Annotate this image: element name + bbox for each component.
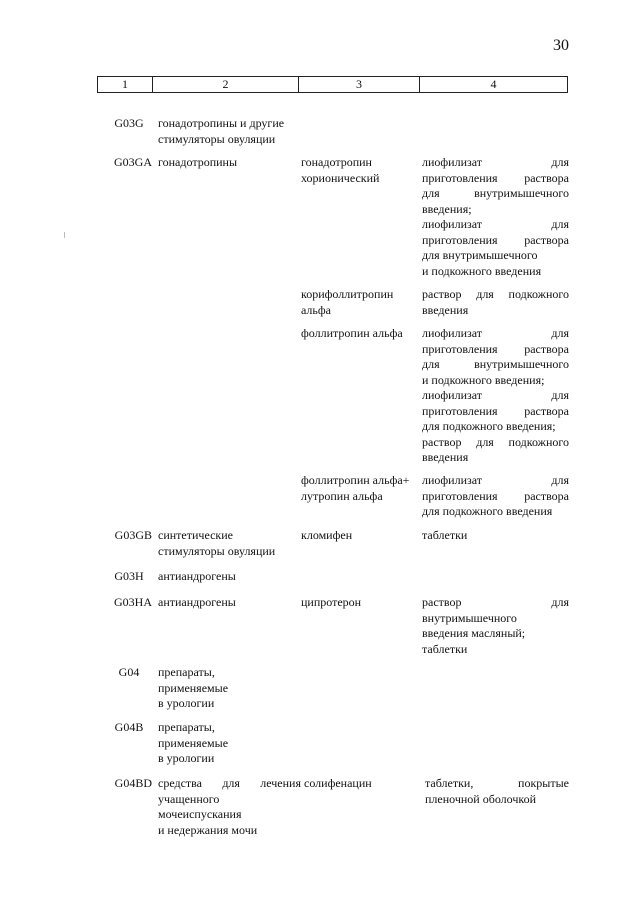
text-line: приготовления раствора xyxy=(422,232,569,247)
atc-code: G04BD xyxy=(114,776,152,790)
text-line: внутримышечного xyxy=(422,610,517,625)
text-line: приготовления раствора xyxy=(422,341,569,356)
text-line: пленочной оболочкой xyxy=(425,791,537,806)
atc-group-name xyxy=(158,528,298,559)
text-line: введения; xyxy=(422,201,472,216)
text-line: введения масляный; xyxy=(422,626,526,640)
text-line: раствор для подкожного xyxy=(422,434,569,449)
atc-group-name: гонадотропины xyxy=(158,155,238,169)
dosage-form xyxy=(422,326,569,466)
text-line: раствор для xyxy=(422,595,569,609)
text-line: лиофилизат для xyxy=(422,388,569,402)
column-header-4: 4 xyxy=(420,77,568,93)
atc-group-name xyxy=(158,665,298,712)
text-line: для внутримышечного xyxy=(422,186,569,200)
text-line: препараты, xyxy=(158,720,215,734)
text-line: лиофилизат для xyxy=(422,217,569,231)
text-line: стимуляторы овуляции xyxy=(158,543,276,558)
text-line: в урологии xyxy=(158,751,215,765)
margin-mark xyxy=(64,232,65,238)
text-line: лиофилизат для xyxy=(422,326,569,340)
column-header-3: 3 xyxy=(299,77,420,93)
column-header-row xyxy=(98,77,568,93)
text-line: введения xyxy=(422,450,469,464)
text-line: для внутримышечного xyxy=(422,248,538,262)
text-line: и подкожного введения; xyxy=(422,372,545,387)
atc-code: G03GA xyxy=(114,155,152,169)
text-line: для внутримышечного xyxy=(422,357,569,371)
text-line: и недержания мочи xyxy=(158,822,258,837)
text-line: учащенного xyxy=(158,791,220,806)
atc-group-name xyxy=(158,116,298,147)
text-line: средства для лечения xyxy=(158,776,301,790)
text-line: лиофилизат для xyxy=(422,473,569,487)
atc-code: G04B xyxy=(114,720,144,734)
dosage-form xyxy=(422,595,569,657)
page-number: 30 xyxy=(553,37,569,54)
text-line: таблетки xyxy=(422,641,468,656)
atc-code: G04 xyxy=(118,665,140,679)
atc-code: G03GB xyxy=(114,528,152,542)
dosage-form xyxy=(422,155,569,279)
atc-code: G03G xyxy=(114,116,144,130)
drug-name: фоллитропин альфа xyxy=(301,326,403,340)
text-line: хорионический xyxy=(301,170,380,185)
text-line: синтетические xyxy=(158,528,233,542)
text-line: мочеиспускания xyxy=(158,807,242,821)
drug-name: ципротерон xyxy=(301,595,362,609)
text-line: стимуляторы овуляции xyxy=(158,131,276,146)
column-header-table xyxy=(97,76,568,93)
drug-name: кломифен xyxy=(301,528,353,542)
drug-name: солифенацин xyxy=(304,776,372,790)
text-line: для подкожного введения; xyxy=(422,419,556,433)
text-line: гонадотропины и другие xyxy=(158,116,285,130)
text-line: в урологии xyxy=(158,696,215,710)
atc-code: G03HA xyxy=(114,595,152,609)
atc-group-name xyxy=(158,776,301,838)
text-line: применяемые xyxy=(158,680,229,695)
text-line: приготовления раствора xyxy=(422,403,569,418)
dosage-form: таблетки xyxy=(422,528,468,542)
dosage-form xyxy=(425,776,569,807)
text-line: лиофилизат для xyxy=(422,155,569,169)
text-line: корифоллитропин xyxy=(301,287,394,301)
dosage-form xyxy=(422,473,569,520)
atc-code: G03H xyxy=(114,569,144,583)
column-header-1: 1 xyxy=(98,77,153,93)
column-header-2: 2 xyxy=(153,77,299,93)
text-line: приготовления раствора xyxy=(422,170,569,185)
text-line: альфа xyxy=(301,302,331,317)
text-line: раствор для подкожного xyxy=(422,287,569,301)
text-line: приготовления раствора xyxy=(422,488,569,503)
text-line: применяемые xyxy=(158,735,229,750)
text-line: фоллитропин альфа+ xyxy=(301,473,410,487)
text-line: таблетки, покрытые xyxy=(425,776,569,790)
atc-group-name xyxy=(158,720,298,767)
text-line: гонадотропин xyxy=(301,155,372,169)
text-line: и подкожного введения xyxy=(422,263,542,278)
text-line: препараты, xyxy=(158,665,215,679)
drug-name xyxy=(301,155,421,186)
dosage-form xyxy=(422,287,569,318)
text-line: для подкожного введения xyxy=(422,504,553,518)
text-line: лутропин альфа xyxy=(301,488,383,503)
drug-name xyxy=(301,287,421,318)
text-line: введения xyxy=(422,302,469,317)
atc-group-name: антиандрогены xyxy=(158,595,236,609)
drug-name xyxy=(301,473,421,504)
atc-group-name: антиандрогены xyxy=(158,569,236,583)
